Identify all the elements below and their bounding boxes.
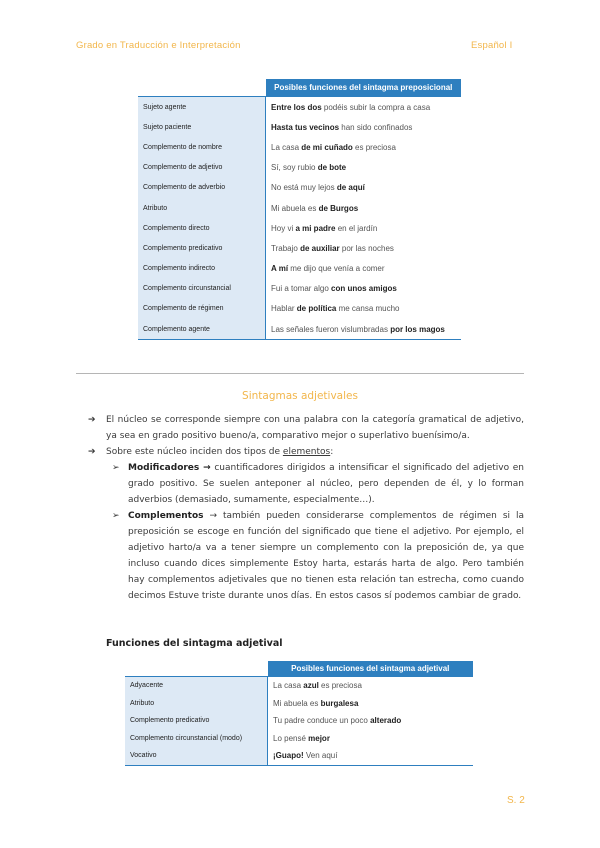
table-row: [125, 712, 473, 730]
function-label: Vocativo: [125, 747, 268, 765]
underlined-word: elementos: [282, 447, 331, 457]
example-sentence: No está muy lejos de aquí: [266, 178, 462, 198]
header-subject: Español I: [471, 40, 513, 51]
arrow-icon: ➔: [88, 415, 96, 425]
highlighted-phrase: burgalesa: [320, 698, 359, 708]
table-heading: Posibles funciones del sintagma preposicional: [266, 79, 462, 97]
highlighted-phrase: por los magos: [390, 324, 445, 334]
table-row: [125, 730, 473, 748]
table-corner: [138, 79, 266, 97]
prepositional-functions-table: [138, 79, 461, 340]
table-row: [125, 747, 473, 765]
bullet-nucleus: [88, 412, 524, 444]
table-row: [138, 299, 461, 319]
table-row: [138, 97, 461, 118]
sub-bullet-complements: [112, 508, 524, 604]
example-sentence: La casa de mi cuñado es preciosa: [266, 137, 462, 157]
term-complements: Complementos: [128, 511, 204, 521]
highlighted-phrase: de auxiliar: [300, 243, 340, 253]
highlighted-phrase: azul: [303, 681, 319, 691]
term-modifiers: Modificadores →: [128, 463, 211, 473]
bullet-text: Sobre este núcleo inciden dos tipos de: [106, 447, 283, 457]
table-row: [138, 117, 461, 137]
subsection-title: Funciones del sintagma adjetival: [106, 638, 283, 649]
function-label: Complemento agente: [138, 319, 266, 340]
table-row: [138, 198, 461, 218]
table-row: [138, 319, 461, 340]
function-label: Atributo: [125, 695, 268, 713]
sub-bullet-modifiers: [112, 460, 524, 508]
example-sentence: Mi abuela es de Burgos: [266, 198, 462, 218]
example-sentence: A mí me dijo que venía a comer: [266, 259, 462, 279]
example-sentence: Hablar de política me cansa mucho: [266, 299, 462, 319]
function-label: Complemento directo: [138, 218, 266, 238]
page-number: S. 2: [507, 795, 525, 806]
example-sentence: Lo pensé mejor: [273, 733, 330, 743]
function-label: Adyacente: [125, 677, 268, 695]
table-row: [138, 178, 461, 198]
function-label: Sujeto paciente: [138, 117, 266, 137]
example-sentence: Tu padre conduce un poco alterado: [273, 716, 402, 726]
function-label: Complemento de adverbio: [138, 178, 266, 198]
highlighted-phrase: A mí: [271, 264, 289, 274]
arrowhead-bullet-icon: ➢: [112, 463, 120, 473]
highlighted-phrase: a mi padre: [295, 223, 336, 233]
function-label: Atributo: [138, 198, 266, 218]
table-row: [138, 238, 461, 258]
sub-bullet-text: cuantificadores dirigidos a intensificar el significado del adjetivo en grado positivo. Se suelen anteponer al núcleo, pero dependen de él, y lo forman adverbios (demasiado, sumamente, especialmente…).: [128, 463, 524, 505]
function-label: Complemento de adjetivo: [138, 158, 266, 178]
example-sentence: La casa azul es preciosa: [268, 677, 474, 695]
example-sentence: ¡Guapo! Ven aquí: [268, 747, 474, 765]
example-sentence: Fui a tomar algo con unos amigos: [266, 279, 462, 299]
example-sentence: Hasta tus vecinos han sido confinados: [266, 117, 462, 137]
highlighted-phrase: de Burgos: [318, 203, 359, 213]
function-label: Complemento predicativo: [138, 238, 266, 258]
highlighted-phrase: de mi cuñado: [301, 142, 353, 152]
arrowhead-bullet-icon: ➢: [112, 511, 120, 521]
example-sentence: Trabajo de auxiliar por las noches: [266, 238, 462, 258]
table-row: [138, 218, 461, 238]
function-label: Complemento de nombre: [138, 137, 266, 157]
highlighted-phrase: ¡Guapo!: [273, 751, 304, 761]
example-sentence: Mi abuela es burgalesa: [273, 698, 359, 708]
highlighted-phrase: alterado: [370, 716, 402, 726]
section-body: [88, 412, 524, 604]
function-label: Complemento circunstancial: [138, 279, 266, 299]
table-row: [138, 158, 461, 178]
example-sentence: Entre los dos podéis subir la compra a casa: [266, 97, 462, 118]
example-sentence: Las señales fueron vislumbradas por los magos: [266, 319, 462, 340]
sub-bullet-text: → también pueden considerarse complementos de régimen si la preposición se escoge en función del significado que tiene el adjetivo. Por ejemplo, el adjetivo harto/a va a tener siempre un complemento con la preposición de, ya que incluso cuando dices simplemente Estoy harta, estarás harta de algo. Pero también hay complementos adjetivales que no tienen esta relación tan estrecha, como cuando decimos Estuve triste durante unos días. En estos casos sí podemos cambiar de grado.: [128, 511, 524, 601]
bullet-text: El núcleo se corresponde siempre con una palabra con la categoría gramatical de adjetivo, ya sea en grado positivo bueno/a, comparativo mejor o superlativo buenísimo/a.: [106, 415, 524, 441]
highlighted-phrase: Hasta tus vecinos: [271, 122, 340, 132]
function-label: Sujeto agente: [138, 97, 266, 118]
function-label: Complemento indirecto: [138, 259, 266, 279]
bullet-elements: ➔ Sobre este núcleo inciden dos tipos de elementos:: [88, 444, 524, 460]
highlighted-phrase: de política: [296, 304, 337, 314]
table-row: [125, 695, 473, 713]
header-course-title: Grado en Traducción e Interpretación: [76, 40, 241, 51]
highlighted-phrase: de aquí: [336, 183, 365, 193]
highlighted-phrase: mejor: [308, 733, 330, 743]
table-heading: Posibles funciones del sintagma adjetival: [268, 661, 474, 677]
arrow-icon: ➔: [88, 447, 96, 457]
function-label: Complemento de régimen: [138, 299, 266, 319]
function-label: Complemento predicativo: [125, 712, 268, 730]
table-row: [138, 137, 461, 157]
adjectival-functions-table: [125, 661, 473, 766]
table-row: [138, 259, 461, 279]
section-title: Sintagmas adjetivales: [242, 390, 358, 402]
highlighted-phrase: con unos amigos: [331, 284, 397, 294]
table-corner: [125, 661, 268, 677]
highlighted-phrase: de bote: [317, 163, 347, 173]
table-row: [138, 279, 461, 299]
table-row: [125, 677, 473, 695]
example-sentence: Hoy vi a mi padre en el jardín: [266, 218, 462, 238]
example-sentence: Sí, soy rubio de bote: [266, 158, 462, 178]
section-divider: [76, 373, 524, 374]
function-label: Complemento circunstancial (modo): [125, 730, 268, 748]
highlighted-phrase: Entre los dos: [271, 102, 322, 112]
